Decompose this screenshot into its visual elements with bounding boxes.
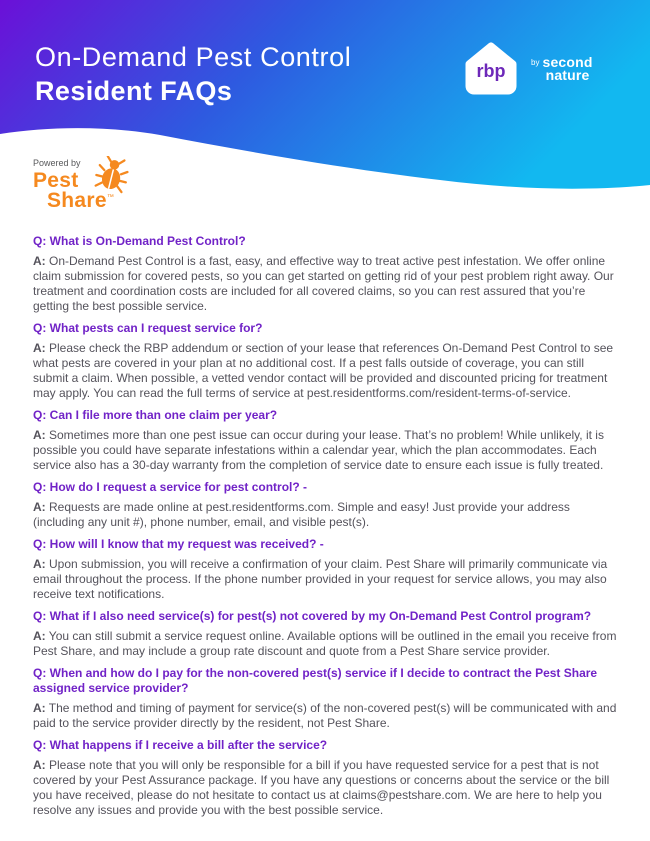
brand-nature: nature [545,67,590,83]
pestshare-word-pest: Pest [33,169,79,192]
faq-item [33,537,619,602]
faq-answer: A: You can still submit a service request online. Available options will be outlined in the email you receive from Pest Share, and may include a group rate discount and quote from a Pest Share service provider. [33,629,617,658]
page-header [0,0,650,212]
page-subtitle: Resident FAQs [35,76,233,106]
bug-icon [93,156,131,194]
faq-item [33,321,619,401]
second-nature-wordmark [531,56,593,82]
pest-share-logo [33,158,163,220]
faq-question: Q: What if I also need service(s) for pest(s) not covered by my On-Demand Pest Control program? [33,609,592,623]
powered-by-label: Powered by [33,158,81,168]
faq-answer: A: Sometimes more than one pest issue can occur during your lease. That’s no problem! While unlikely, it is possible you could have separate infestations within a calendar year, which the plan accommodates. Each service also has a 30-day warranty from the completion of service date to ensure each issue is fully treated. [33,428,604,472]
faq-answer: A: The method and timing of payment for service(s) of the non-covered pest(s) will be communicated with and paid to the service provider directly by the resident, not Pest Share. [33,701,617,730]
faq-answer: A: Please check the RBP addendum or section of your lease that references On-Demand Pest Control to see what pests are covered in your plan at no additional cost. If a pest falls outside of coverage, you can still submit a claim. When possible, a vetted vendor contact will be provided and discounted pricing for treatment may apply. You can read the full terms of service at pest.residentforms.com/resident-terms-of-service. [33,341,614,400]
faq-question: Q: What happens if I receive a bill after the service? [33,738,328,752]
faq-question: Q: Can I file more than one claim per year? [33,408,278,422]
faq-question: Q: How do I request a service for pest control? - [33,480,308,494]
pestshare-word-share: Share™ [47,189,115,212]
faq-item [33,234,619,314]
faq-answer: A: Upon submission, you will receive a confirmation of your claim. Pest Share will primarily communicate via email throughout the process. If the phone number provided in your request for service allows, you may also receive text notifications. [33,557,608,601]
faq-item [33,738,619,818]
page-title: On-Demand Pest Control [35,42,352,72]
faq-item [33,408,619,473]
rbp-house-icon [458,36,524,102]
faq-list [0,228,650,825]
faq-item [33,480,619,530]
faq-question: Q: How will I know that my request was received? - [33,537,324,551]
svg-text:rbp: rbp [476,61,506,81]
faq-answer: A: Please note that you will only be responsible for a bill if you have requested service for a pest that is not covered by your Pest Assurance package. If you have any questions or concerns about the service or the bill you have received, please do not hesitate to contact us at claims@pestshare.com. We are here to help you resolve any issues and provide you with the best possible service. [33,758,610,817]
by-label: by [531,58,540,67]
faq-answer: A: Requests are made online at pest.residentforms.com. Simple and easy! Just provide your address (including any unit #), phone number, email, and visible pest(s). [33,500,570,529]
header-titles [35,40,351,108]
faq-question: Q: What pests can I request service for? [33,321,263,335]
faq-question: Q: When and how do I pay for the non-covered pest(s) service if I decide to contract the Pest Share assigned service provider? [33,666,598,695]
faq-answer: A: On-Demand Pest Control is a fast, easy, and effective way to treat active pest infestation. We offer online claim submission for covered pests, so you can get started on getting rid of your pest problem right away. Our treatment and coordination costs are included for all covered claims, so you can rest assured that you’re getting the best possible service. [33,254,614,313]
trademark-symbol: ™ [106,194,115,201]
faq-item [33,609,619,659]
faq-item [33,666,619,731]
faq-question: Q: What is On-Demand Pest Control? [33,234,246,248]
brand-second: second [542,54,593,70]
rbp-second-nature-logo [458,36,593,102]
